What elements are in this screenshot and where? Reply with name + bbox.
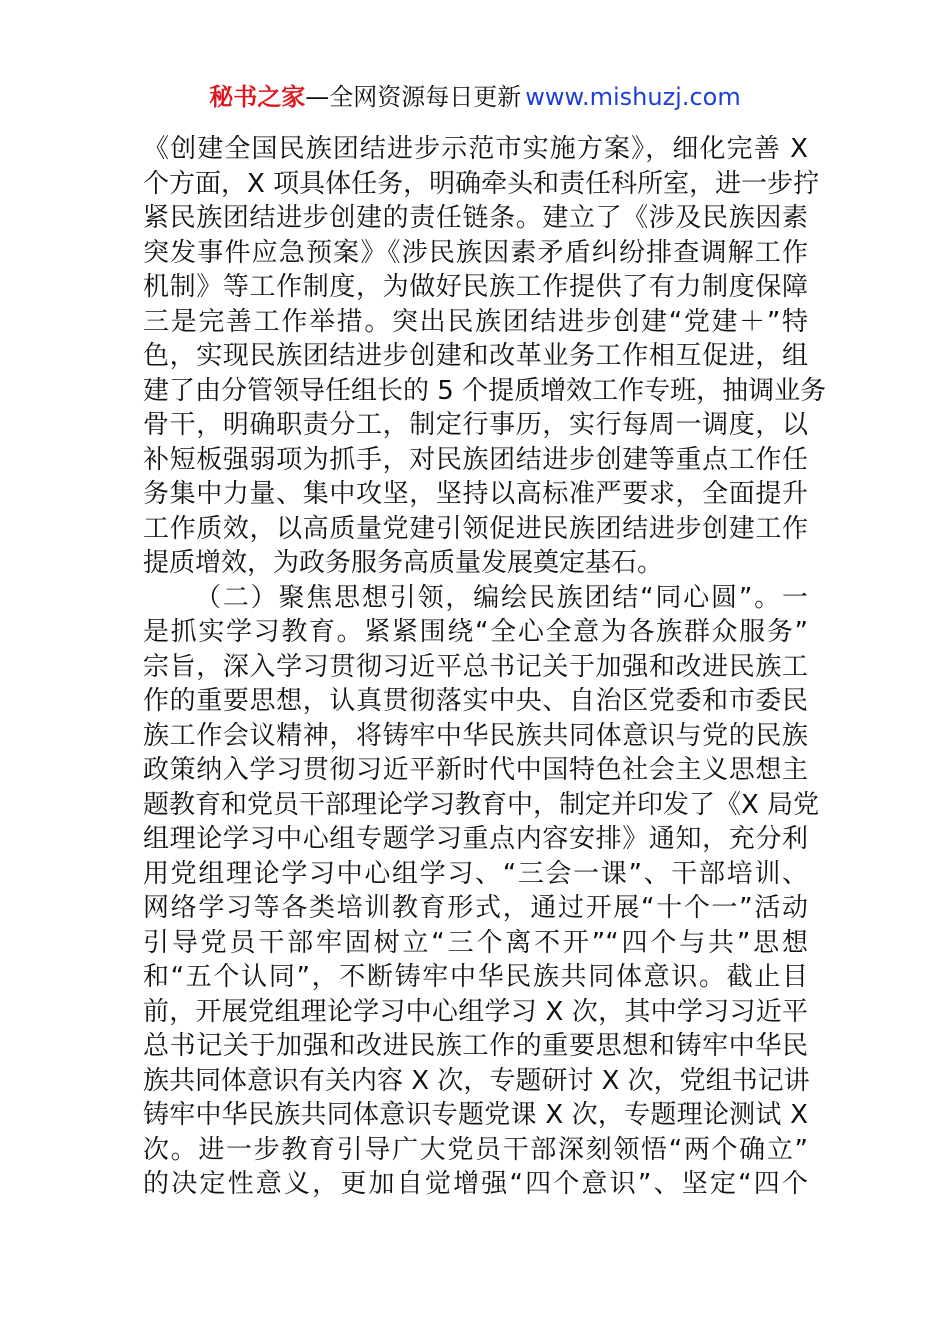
- body-line: 紧民族团结进步创建的责任链条。建立了《涉及民族因素: [143, 203, 808, 233]
- document-body: [143, 132, 827, 1202]
- body-line: 突发事件应急预案》《涉民族因素矛盾纠纷排查调解工作: [143, 237, 808, 268]
- body-line: 三是完善工作举措。突出民族团结进步创建“党建＋”特: [143, 306, 808, 337]
- header-tagline: —全网资源每日更新: [305, 83, 522, 111]
- body-line: 宗旨，深入学习贯彻习近平总书记关于加强和改进民族工: [143, 651, 808, 682]
- body-line: 骨干，明确职责分工，制定行事历，实行每周一调度，以: [143, 410, 808, 440]
- body-line: 族共同体意识有关内容 X 次，专题研讨 X 次，党组书记讲: [143, 1065, 810, 1096]
- body-line: 作的重要思想，认真贯彻落实中央、自治区党委和市委民: [143, 686, 808, 716]
- body-line: 用党组理论学习中心组学习、“三会一课”、干部培训、: [143, 858, 808, 889]
- site-url[interactable]: www.mishuzj.com: [525, 83, 741, 111]
- body-line: 组理论学习中心组专题学习重点内容安排》通知，充分利: [143, 824, 808, 854]
- body-line: 建了由分管领导任组长的 5 个提质增效工作专班，抽调业务: [143, 375, 827, 406]
- body-line: 的决定性意义，更加自觉增强“四个意识”、坚定“四个: [143, 1169, 808, 1199]
- body-line: 提质增效，为政务服务高质量发展奠定基石。: [143, 548, 664, 578]
- body-line: 网络学习等各类培训教育形式，通过开展“十个一”活动: [143, 893, 808, 923]
- body-line: 补短板强弱项为抓手，对民族团结进步创建等重点工作任: [143, 444, 808, 475]
- body-line: 《创建全国民族团结进步示范市实施方案》，细化完善 X: [143, 134, 808, 164]
- body-line: 工作质效，以高质量党建引领促进民族团结进步创建工作: [143, 513, 808, 544]
- body-line: 政策纳入学习贯彻习近平新时代中国特色社会主义思想主: [143, 755, 808, 785]
- body-line: 务集中力量、集中攻坚，坚持以高标准严要求，全面提升: [143, 479, 808, 509]
- body-line: 色，实现民族团结进步创建和改革业务工作相互促进，组: [143, 341, 808, 371]
- body-line: 族工作会议精神，将铸牢中华民族共同体意识与党的民族: [143, 720, 808, 751]
- body-line: 引导党员干部牢固树立“三个离不开”“四个与共”思想: [143, 927, 808, 958]
- body-line: 是抓实学习教育。紧紧围绕“全心全意为各族群众服务”: [143, 617, 808, 647]
- body-line: 总书记关于加强和改进民族工作的重要思想和铸牢中华民: [143, 1031, 808, 1061]
- body-line: 机制》等工作制度，为做好民族工作提供了有力制度保障: [143, 272, 808, 302]
- body-line: 次。进一步教育引导广大党员干部深刻领悟“两个确立”: [143, 1134, 808, 1165]
- body-line: 前，开展党组理论学习中心组学习 X 次，其中学习习近平: [143, 996, 808, 1027]
- site-header: [0, 80, 950, 114]
- body-line: 和“五个认同”，不断铸牢中华民族共同体意识。截止目: [143, 962, 808, 992]
- brand-name: 秘书之家: [209, 83, 306, 111]
- body-line: 铸牢中华民族共同体意识专题党课 X 次，专题理论测试 X: [143, 1100, 808, 1130]
- body-line: 个方面，X 项具体任务，明确牵头和责任科所室，进一步拧: [143, 168, 820, 199]
- body-line: 题教育和党员干部理论学习教育中，制定并印发了《X 局党: [143, 789, 820, 820]
- section-heading-line: （二）聚焦思想引领，编绘民族团结“同心圆”。一: [195, 582, 808, 613]
